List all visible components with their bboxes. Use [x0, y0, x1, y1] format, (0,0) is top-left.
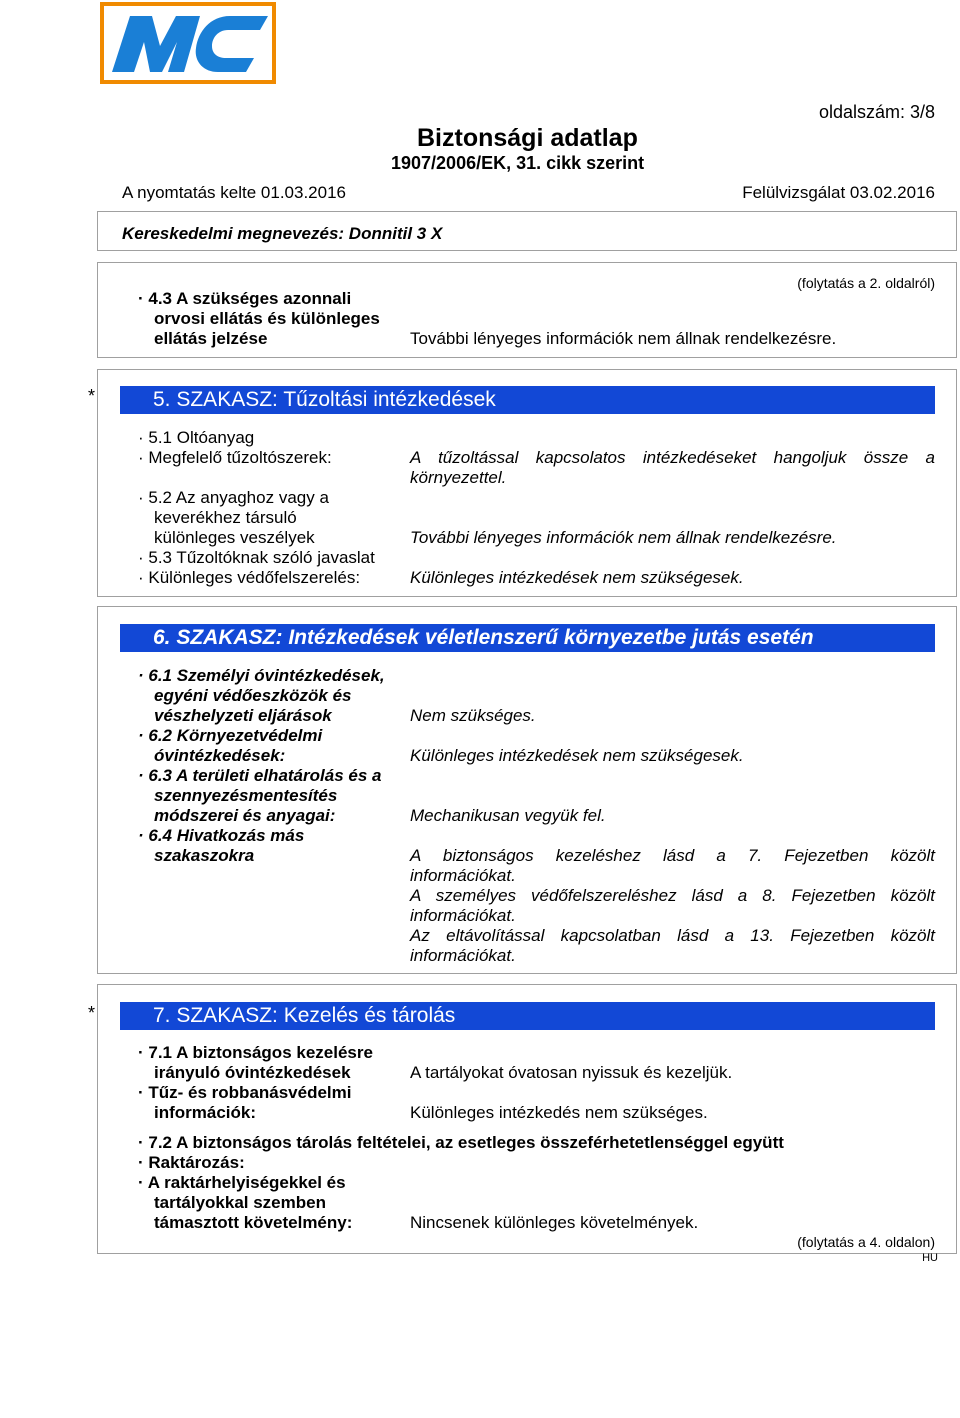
section-7-changed-marker: *	[88, 1003, 96, 1023]
s6-v4d: információkat.	[410, 906, 516, 925]
s7-k5a: · A raktárhelyiségekkel és	[138, 1173, 346, 1192]
s7-k1a: · 7.1 A biztonságos kezelésre	[138, 1043, 373, 1062]
s5-k2c: különleges veszélyek	[154, 528, 315, 547]
document-subtitle: 1907/2006/EK, 31. cikk szerint	[391, 153, 645, 173]
s4-value: További lényeges információk nem állnak rendelkezésre.	[410, 329, 837, 348]
s7-k1b: irányuló óvintézkedések	[154, 1063, 351, 1082]
s5-v1a: A tűzoltással kapcsolatos intézkedéseket hangoljuk össze a	[410, 448, 935, 467]
s6-k4a: · 6.4 Hivatkozás más	[138, 826, 305, 845]
s5-v2: További lényeges információk nem állnak rendelkezésre.	[410, 528, 837, 547]
s6-v4c: A személyes védőfelszereléshez lásd a 8. Fejezetben közölt	[410, 886, 935, 905]
print-date: A nyomtatás kelte 01.03.2016	[122, 183, 346, 202]
page-number: oldalszám: 3/8	[818, 102, 935, 122]
s6-v4f: információkat.	[410, 946, 516, 965]
s6-v3: Mechanikusan vegyük fel.	[410, 806, 606, 825]
section-5-title: 5. SZAKASZ: Tűzoltási intézkedések	[120, 386, 935, 414]
s5-k2b: keverékhez társuló	[154, 508, 297, 527]
continued-from: (folytatás a 2. oldalról)	[797, 275, 935, 291]
section-5-changed-marker: *	[88, 386, 96, 406]
s6-v4b: információkat.	[410, 866, 516, 885]
s5-k2a: · 5.2 Az anyaghoz vagy a	[138, 488, 329, 507]
s4-label-line2: orvosi ellátás és különleges	[154, 309, 380, 328]
s7-k2a: · Tűz- és robbanásvédelmi	[138, 1083, 352, 1102]
s6-k3b: szennyezésmentesítés	[154, 786, 338, 805]
s5-v4: Különleges intézkedések nem szükségesek.	[410, 568, 744, 587]
s6-k2b: óvintézkedések:	[154, 746, 286, 765]
s6-k4b: szakaszokra	[154, 846, 255, 865]
section-6-title: 6. SZAKASZ: Intézkedések véletlenszerű környezetbe jutás esetén	[120, 624, 935, 652]
s7-v5: Nincsenek különleges követelmények.	[410, 1213, 699, 1232]
s6-v4e: Az eltávolítással kapcsolatban lásd a 13. Fejezetben közölt	[410, 926, 935, 945]
s7-k5c: támasztott követelmény:	[154, 1213, 353, 1232]
s4-label-line1: · 4.3 A szükséges azonnali	[138, 289, 352, 308]
s6-v2: Különleges intézkedések nem szükségesek.	[410, 746, 744, 765]
s7-h4: · Raktározás:	[138, 1153, 245, 1172]
s7-v1: A tartályokat óvatosan nyissuk és kezeljük.	[410, 1063, 733, 1082]
s7-v2: Különleges intézkedés nem szükséges.	[410, 1103, 708, 1122]
mc-logo	[100, 2, 276, 84]
s6-v1: Nem szükséges.	[410, 706, 536, 725]
s5-h1: · 5.1 Oltóanyag	[138, 428, 255, 447]
s6-k1c: vészhelyzeti eljárások	[154, 706, 332, 725]
s7-k5b: tartályokkal szemben	[154, 1193, 326, 1212]
revision-date: Felülvizsgálat 03.02.2016	[742, 183, 935, 202]
s6-k2a: · 6.2 Környezetvédelmi	[138, 726, 323, 745]
s5-k1: · Megfelelő tűzoltószerek:	[138, 448, 332, 467]
s6-k3a: · 6.3 A területi elhatárolás és a	[138, 766, 382, 785]
s5-k4: · Különleges védőfelszerelés:	[138, 568, 361, 587]
trade-name: Kereskedelmi megnevezés: Donnitil 3 X	[122, 224, 443, 243]
s5-h3: · 5.3 Tűzoltóknak szóló javaslat	[138, 548, 375, 567]
s6-k1a: · 6.1 Személyi óvintézkedések,	[138, 666, 385, 685]
s5-v1b: környezettel.	[410, 468, 507, 487]
s4-label-line3: ellátás jelzése	[154, 329, 268, 348]
language-code: HU	[922, 1252, 938, 1264]
s6-v4a: A biztonságos kezeléshez lásd a 7. Fejezetben közölt	[410, 846, 935, 865]
document-title: Biztonsági adatlap	[417, 124, 638, 152]
s7-k2b: információk:	[154, 1103, 257, 1122]
s6-k3c: módszerei és anyagai:	[154, 806, 336, 825]
section-7-title: 7. SZAKASZ: Kezelés és tárolás	[120, 1002, 935, 1030]
s6-k1b: egyéni védőeszközök és	[154, 686, 352, 705]
s7-h3: · 7.2 A biztonságos tárolás feltételei, az esetleges összeférhetetlenséggel együtt	[138, 1133, 784, 1152]
continued-to: (folytatás a 4. oldalon)	[797, 1234, 935, 1250]
